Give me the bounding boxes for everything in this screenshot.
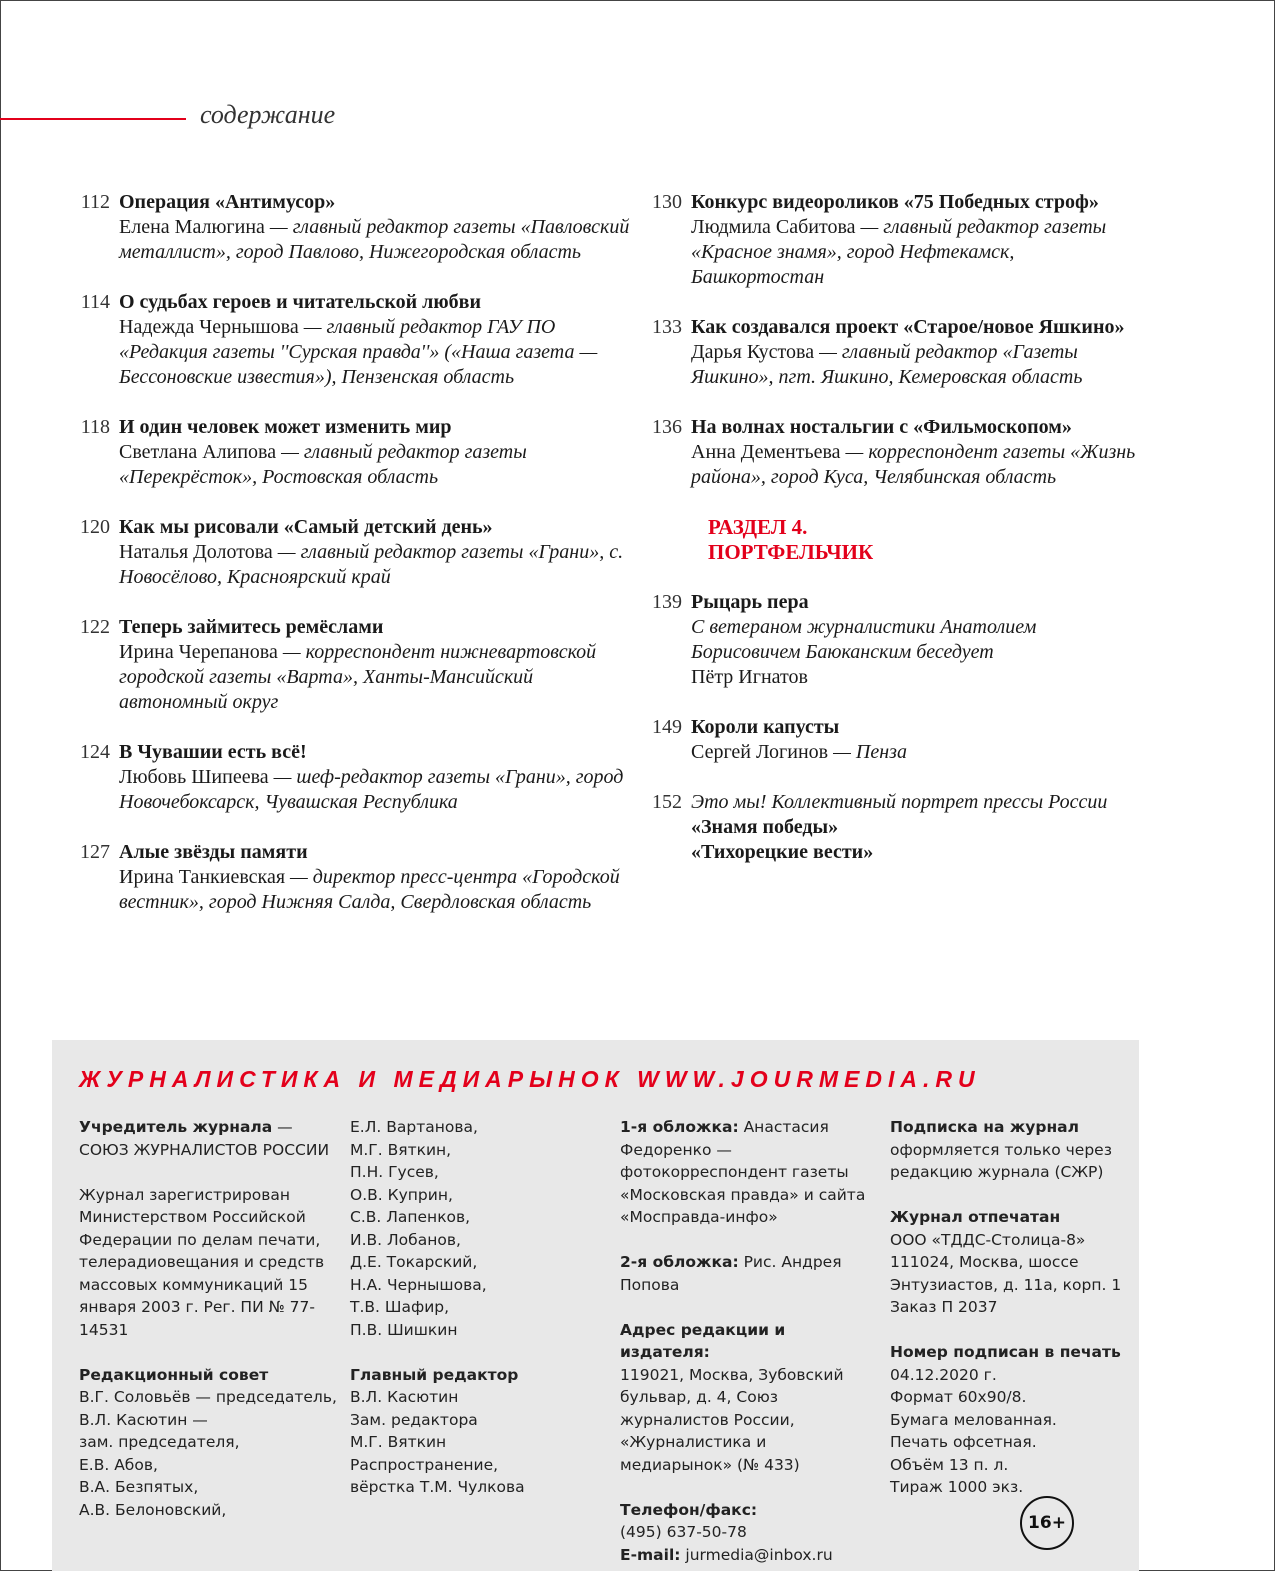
registration-text: Журнал зарегистрирован Министерством Российской Федерации по делам печати, телерадиовещания и средств массовых коммуникаций 15 января 2003 г. Рег. ПИ № 77-14531 — [79, 1185, 325, 1339]
council-member: П.В. Шишкин — [350, 1320, 458, 1339]
author-name: Ирина Черепанова — [119, 641, 278, 663]
article-title: Конкурс видеороликов «75 Победных строф» — [691, 191, 1099, 213]
council-member: С.В. Лапенков, — [350, 1208, 471, 1226]
author-role: — главный редактор ГАУ ПО «Редакция газеты ''Сурская правда''» («Наша газета — Бессоновские известия»), Пензенская область — [119, 316, 598, 388]
article-title: Операция «Антимусор» — [119, 191, 336, 213]
subscription-value: оформляется только через редакцию журнала (СЖР) — [890, 1140, 1112, 1181]
editor-line: В.Л. Касютин — [350, 1388, 459, 1406]
council-member: М.Г. Вяткин, — [350, 1140, 452, 1159]
page-number: 122 — [80, 616, 110, 638]
council-member: Д.Е. Токарский, — [350, 1253, 478, 1271]
age-rating-badge: 16+ — [1020, 1496, 1074, 1550]
toc-entry[interactable] — [70, 615, 645, 715]
article-title-2: «Тихорецкие вести» — [691, 841, 874, 863]
cover2-value: Рис. Андрея Попова — [620, 1253, 842, 1294]
article-title: На волнах ностальгии с «Фильмоскопом» — [691, 416, 1072, 438]
council-member: В.Л. Касютин — — [79, 1410, 208, 1429]
author-role: — главный редактор газеты «Красное знамя», город Нефтекамск, Башкортостан — [691, 216, 1107, 288]
author-name: Любовь Шипеева — [119, 766, 269, 788]
page-number: 127 — [80, 841, 110, 863]
cover2-label: 2-я обложка: — [620, 1253, 739, 1271]
subscription-block — [890, 1116, 1130, 1184]
author-name: Людмила Сабитова — [691, 216, 856, 238]
email-line — [620, 1544, 880, 1567]
page-number: 152 — [652, 791, 682, 813]
cover1-label: 1-я обложка: — [620, 1118, 739, 1136]
article-title: «Знамя победы» — [691, 816, 839, 838]
editor-block — [350, 1364, 600, 1499]
article-title: Алые звёзды памяти — [119, 841, 308, 863]
article-title: О судьбах героев и читательской любви — [119, 291, 481, 313]
printed-block — [890, 1206, 1130, 1319]
page-number: 133 — [652, 316, 682, 338]
printed-label: Журнал отпечатан — [890, 1208, 1061, 1226]
council-block — [79, 1364, 339, 1522]
article-title: Как мы рисовали «Самый детский день» — [119, 516, 493, 538]
editor-line: М.Г. Вяткин — [350, 1433, 447, 1451]
phone-value[interactable]: (495) 637-50-78 — [620, 1523, 747, 1541]
address-value: 119021, Москва, Зубовский бульвар, д. 4, Союз журналистов России, «Журналистика и медиарынок» (№ 433) — [620, 1365, 844, 1474]
author-role: — главный редактор газеты «Грани», с. Новосёлово, Красноярский край — [119, 541, 624, 588]
signed-label: Номер подписан в печать — [890, 1343, 1121, 1361]
author-role: — главный редактор газеты «Перекрёсток», Ростовская область — [119, 441, 527, 488]
council-member: зам. председателя, — [79, 1433, 240, 1451]
author-role: — корреспондент газеты «Жизнь района», город Куса, Челябинская область — [691, 441, 1136, 488]
address-label: Адрес редакции и издателя: — [620, 1320, 786, 1361]
editor-line: Зам. редактора — [350, 1410, 478, 1429]
toc-entry[interactable] — [70, 290, 645, 390]
section-number: РАЗДЕЛ 4. — [708, 515, 808, 539]
article-lead: С ветераном журналистики Анатолием Борисовичем Баюканским беседует — [691, 616, 1037, 663]
council-continued — [350, 1116, 600, 1341]
page-number: 130 — [652, 191, 682, 213]
spec-line: Формат 60х90/8. — [890, 1388, 1027, 1406]
page-number: 112 — [80, 191, 110, 213]
author-name: Дарья Кустова — [691, 341, 815, 363]
imprint-column-3 — [620, 1116, 880, 1566]
spec-line: Бумага мелованная. — [890, 1410, 1057, 1429]
toc-entry[interactable] — [642, 590, 1142, 690]
council-member: В.А. Безпятых, — [79, 1478, 199, 1496]
address-block — [620, 1319, 880, 1477]
imprint-column-1 — [79, 1116, 339, 1521]
imprint-column-4 — [890, 1116, 1130, 1499]
toc-entry[interactable] — [70, 740, 645, 815]
founder-label: Учредитель журнала — [79, 1118, 273, 1136]
page-number: 124 — [80, 741, 110, 763]
founder-value: — СОЮЗ ЖУРНАЛИСТОВ РОССИИ — [79, 1118, 330, 1159]
author-name: Ирина Танкиевская — [119, 866, 286, 888]
toc-entry[interactable] — [70, 515, 645, 590]
founder-block — [79, 1116, 339, 1161]
editor-line: Распространение, — [350, 1455, 499, 1474]
article-title: Короли капусты — [691, 716, 840, 738]
page-number: 139 — [652, 591, 682, 613]
imprint-panel — [52, 1040, 1139, 1571]
page-number: 118 — [80, 416, 110, 438]
council-member: Е.Л. Вартанова, — [350, 1118, 478, 1136]
email-label: E-mail: — [620, 1545, 681, 1564]
cover1-block — [620, 1116, 880, 1229]
author-name: Елена Малюгина — [119, 216, 265, 238]
author-name: Анна Дементьева — [691, 441, 841, 463]
author-role: — главный редактор газеты «Павловский металлист», город Павлово, Нижегородская область — [119, 216, 630, 263]
toc-right-column — [642, 190, 1142, 890]
magazine-brand[interactable]: ЖУРНАЛИСТИКА И МЕДИАРЫНОК WWW.JOURMEDIA.RU — [79, 1066, 981, 1092]
signed-line — [890, 1341, 1130, 1386]
toc-entry[interactable] — [70, 190, 645, 265]
contacts-block — [620, 1499, 880, 1567]
phone-label: Телефон/факс: — [620, 1500, 758, 1519]
toc-left-column — [70, 190, 645, 940]
author-name: Сергей Логинов — [691, 741, 829, 763]
printed-value: ООО «ТДДС-Столица-8» 111024, Москва, шоссе Энтузиастов, д. 11а, корп. 1 Заказ П 2037 — [890, 1230, 1122, 1316]
cover2-block — [620, 1251, 880, 1296]
article-title: Рыцарь пера — [691, 591, 809, 613]
toc-entry[interactable] — [642, 715, 1142, 765]
article-title: Теперь займитесь ремёслами — [119, 616, 384, 638]
header-red-rule — [0, 118, 186, 120]
signed-block — [890, 1341, 1130, 1499]
council-member: О.В. Куприн, — [350, 1185, 453, 1204]
page-number: 114 — [80, 291, 110, 313]
subscription-label: Подписка на журнал — [890, 1118, 1079, 1136]
article-title: Как создавался проект «Старое/новое Яшкино» — [691, 316, 1125, 338]
signed-value: 04.12.2020 г. — [890, 1365, 997, 1384]
cover1-value: Анастасия Федоренко — фотокорреспондент газеты «Московская правда» и сайта «Мосправда-инфо» — [620, 1118, 866, 1226]
section-name: ПОРТФЕЛЬЧИК — [708, 540, 874, 564]
imprint-column-2 — [350, 1116, 600, 1499]
article-lead: Это мы! Коллективный портрет прессы России — [691, 791, 1108, 813]
author-role: — корреспондент нижневартовской городской газеты «Варта», Ханты-Мансийский автономный округ — [119, 641, 597, 713]
council-label: Редакционный совет — [79, 1365, 269, 1384]
council-member: А.В. Белоновский, — [79, 1500, 227, 1519]
editor-line: вёрстка Т.М. Чулкова — [350, 1478, 525, 1496]
article-title: В Чувашии есть всё! — [119, 741, 307, 763]
toc-entry[interactable] — [642, 315, 1142, 390]
spec-line: Печать офсетная. — [890, 1433, 1037, 1451]
council-member: Н.А. Чернышова, — [350, 1275, 487, 1294]
editor-label: Главный редактор — [350, 1365, 519, 1384]
author-name: Светлана Алипова — [119, 441, 277, 463]
toc-entry[interactable] — [642, 190, 1142, 290]
author-name: Наталья Долотова — [119, 541, 273, 563]
page-number: 120 — [80, 516, 110, 538]
article-title: И один человек может изменить мир — [119, 416, 452, 438]
author-role: — главный редактор «Газеты Яшкино», пгт. Яшкино, Кемеровская область — [691, 341, 1083, 388]
toc-entry[interactable] — [70, 415, 645, 490]
page-number: 136 — [652, 416, 682, 438]
spec-line: Объём 13 п. л. — [890, 1455, 1009, 1474]
author-name: Надежда Чернышова — [119, 316, 299, 338]
council-member: Е.В. Абов, — [79, 1455, 158, 1474]
council-member: В.Г. Соловьёв — председатель, — [79, 1388, 337, 1406]
toc-entry[interactable] — [642, 790, 1142, 865]
author-role: — директор пресс-центра «Городской вестник», город Нижняя Салда, Свердловская область — [119, 866, 620, 913]
author-name: Пётр Игнатов — [691, 666, 808, 688]
spec-line: Тираж 1000 экз. — [890, 1478, 1024, 1496]
council-member: Т.В. Шафир, — [350, 1298, 450, 1316]
page-title: содержание — [200, 100, 336, 129]
author-role: — шеф-редактор газеты «Грани», город Новочебоксарск, Чувашская Республика — [119, 766, 624, 813]
toc-entry[interactable] — [642, 415, 1142, 490]
section-heading — [642, 515, 1142, 565]
council-member: И.В. Лобанов, — [350, 1230, 461, 1249]
author-role: — Пенза — [828, 741, 907, 763]
toc-entry[interactable] — [70, 840, 645, 915]
page-number: 149 — [652, 716, 682, 738]
council-member: П.Н. Гусев, — [350, 1163, 439, 1181]
email-value[interactable]: jurmedia@inbox.ru — [680, 1545, 833, 1564]
